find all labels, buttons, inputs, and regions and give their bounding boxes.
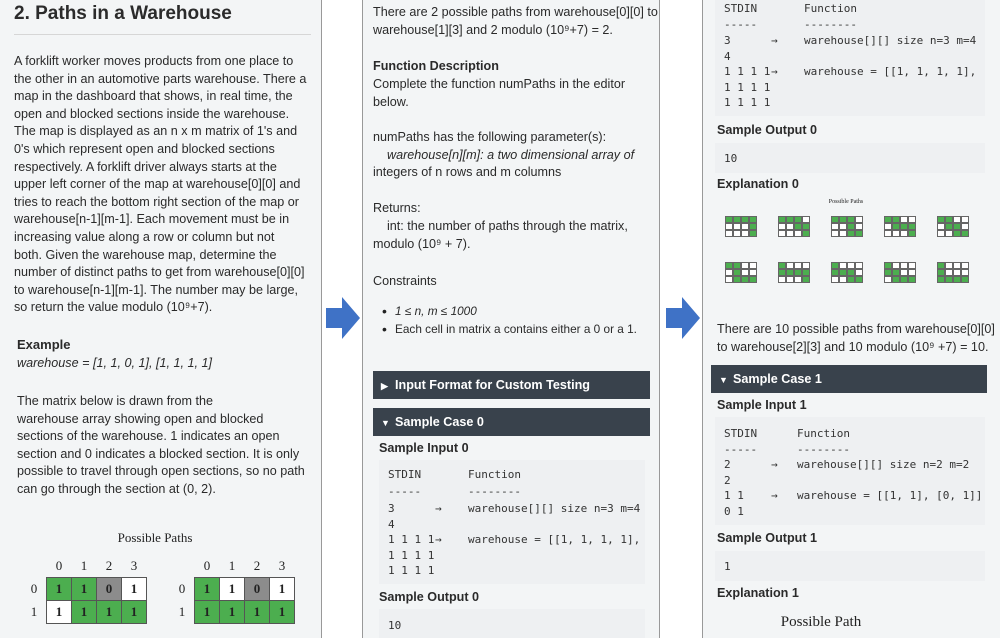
code-stdin: 1 1 1 1 [388, 548, 435, 562]
mini-grid-cell [937, 262, 945, 269]
mini-grid-cell [786, 223, 794, 230]
code-stdin: 3 [724, 34, 731, 47]
mini-grid-cell [908, 276, 916, 283]
code-arrow: → [771, 458, 778, 471]
mini-grid-cell [855, 276, 863, 283]
mini-grid-cell [884, 223, 892, 230]
mini-grid-cell [892, 223, 900, 230]
mini-grid-cell [749, 216, 757, 223]
mini-grid-cell [953, 262, 961, 269]
figure-title-small: Possible Paths [828, 199, 864, 205]
text-line: to warehouse[n-1][m-1]. The number may be large, [14, 282, 298, 297]
mini-grid-cell [847, 269, 855, 276]
mini-grid-cell [725, 216, 733, 223]
mini-grid-cell [847, 276, 855, 283]
mini-path-grid [884, 216, 916, 237]
grid-cell: 1 [220, 601, 245, 624]
mini-grid-cell [794, 269, 802, 276]
grid-row-label: 1 [178, 604, 186, 619]
function-description-heading: Function Description [373, 59, 499, 73]
text-line: sections of the warehouse. 1 indicates an open [17, 429, 280, 444]
stdin-dash: ----- [724, 18, 758, 31]
mini-grid-cell [778, 230, 786, 237]
grid-cell: 1 [97, 601, 122, 624]
code-func: warehouse[][] size n=3 m=4 [804, 34, 977, 47]
mini-grid-cell [749, 230, 757, 237]
mini-grid-cell [725, 223, 733, 230]
mini-grid-cell [741, 230, 749, 237]
mini-grid-cell [855, 216, 863, 223]
mini-grid-cell [733, 223, 741, 230]
mini-grid-cell [945, 262, 953, 269]
mini-grid-cell [794, 223, 802, 230]
sample-output-0-code [715, 143, 985, 173]
sample-case-1-label: Sample Case 1 [733, 372, 822, 386]
mini-grid-cell [908, 230, 916, 237]
grid-col-label: 2 [253, 558, 261, 573]
mini-grid-cell [733, 269, 741, 276]
mini-grid-cell [831, 216, 839, 223]
mini-grid-cell [900, 216, 908, 223]
text-line: respectively. A forklift driver always starts at the [14, 159, 277, 174]
example-value: warehouse = [1, 1, 0, 1], [1, 1, 1, 1] [17, 356, 212, 370]
example-result [373, 4, 658, 39]
mini-grid-cell [741, 223, 749, 230]
text-line: There are 10 possible paths from warehouse[0][0] [717, 322, 995, 336]
mini-grid-cell [794, 262, 802, 269]
code-func: warehouse[][] size n=3 m=4 [468, 502, 641, 515]
mini-grid-cell [892, 216, 900, 223]
code-stdin: 1 1 1 1 [724, 80, 771, 94]
text-line: so return the value modulo (10⁹+7). [14, 300, 213, 315]
code-stdin: 1 1 [724, 489, 744, 502]
mini-grid-cell [778, 216, 786, 223]
mini-grid-cell [953, 223, 961, 230]
grid-cell: 1 [47, 601, 72, 624]
mini-grid-cell [945, 276, 953, 283]
sample-cases-panel [702, 0, 1000, 638]
text-line: upper left corner of the map at warehouse[0][0] and [14, 177, 301, 192]
code-stdin: 2 [724, 473, 731, 487]
mini-grid-cell [900, 230, 908, 237]
figure-title: Possible Paths [117, 530, 193, 545]
mini-grid-cell [831, 230, 839, 237]
bullet-1: • [382, 303, 387, 319]
mini-path-grid [725, 216, 757, 237]
grid-corner [170, 555, 195, 578]
problem-statement-panel [0, 0, 322, 638]
mini-grid-cell [741, 276, 749, 283]
sample-output-0-value: 10 [724, 152, 738, 165]
matrix-explanation [17, 393, 317, 499]
text-line: open and blocked sections inside the warehouse. [14, 106, 290, 121]
text-line: tries to reach the bottom right section of the map or [14, 194, 299, 209]
mini-grid-cell [794, 276, 802, 283]
mini-grid-cell [961, 216, 969, 223]
mini-grid-cell [900, 262, 908, 269]
returns-line-1: int: the number of paths through the matrix, [387, 219, 628, 233]
mini-grid-cell [937, 216, 945, 223]
grid-cell: 1 [245, 601, 270, 624]
mini-grid-cell [961, 230, 969, 237]
text-line: map in the dashboard that shows, in real time, the [14, 89, 293, 104]
mini-grid-cell [733, 216, 741, 223]
mini-grid-cell [847, 230, 855, 237]
mini-grid-cell [953, 216, 961, 223]
mini-grid-cell [945, 223, 953, 230]
mini-grid-cell [831, 262, 839, 269]
text-line: both. Given the warehouse map, determine the [14, 247, 277, 262]
code-arrow: → [435, 502, 442, 515]
path-grid-1 [22, 555, 147, 624]
function-header: Function [804, 2, 857, 15]
mini-grid-cell [961, 276, 969, 283]
code-stdin: 0 1 [724, 504, 744, 518]
grid-col-label: 1 [80, 558, 88, 573]
grid-cell: 1 [72, 578, 97, 601]
grid-cell: 1 [122, 601, 147, 624]
sample-case-0-toggle[interactable] [373, 408, 650, 436]
grid-col-label: 0 [203, 558, 211, 573]
text-line: number of distinct paths to get from warehouse[0][0] [14, 265, 305, 280]
text-line: warehouse[1][3] and 2 modulo (10⁹+7) = 2. [373, 22, 613, 37]
mini-grid-cell [802, 262, 810, 269]
code-stdin: 1 1 1 1 [388, 533, 435, 546]
text-line: the other in an automotive parts warehouse. There a [14, 71, 307, 86]
stdin-header: STDIN [724, 2, 758, 15]
mini-grid-cell [802, 276, 810, 283]
mini-grid-cell [884, 230, 892, 237]
text-line: possible to travel through open sections, so no path [17, 464, 305, 479]
function-dash: -------- [468, 485, 521, 498]
caret-down-icon: ▼ [719, 375, 728, 385]
mini-grid-cell [855, 223, 863, 230]
text-line: 0's which represent open and blocked sections [14, 141, 275, 156]
mini-grid-cell [725, 276, 733, 283]
mini-grid-cell [945, 216, 953, 223]
mini-grid-cell [786, 216, 794, 223]
mini-grid-cell [900, 269, 908, 276]
grid-cell: 1 [270, 578, 295, 601]
text-line: can go through the section at (0, 2). [17, 481, 216, 496]
mini-grid-cell [900, 276, 908, 283]
mini-grid-cell [884, 276, 892, 283]
code-stdin: 3 [388, 502, 395, 515]
sample-input-0-code-continued [715, 0, 985, 116]
caret-right-icon: ▶ [381, 381, 388, 391]
code-stdin: 1 1 1 1 [724, 96, 771, 109]
text-line: A forklift worker moves products from one place to [14, 54, 294, 68]
mini-grid-cell [961, 269, 969, 276]
constraints-heading: Constraints [373, 274, 437, 288]
mini-grid-cell [884, 216, 892, 223]
mini-path-grid [884, 262, 916, 283]
input-format-label: Input Format for Custom Testing [395, 378, 590, 392]
problem-description [14, 53, 319, 317]
grid-col-label: 3 [278, 558, 286, 573]
mini-path-grid [831, 262, 863, 283]
stdin-header: STDIN [724, 427, 758, 440]
grid-cell: 1 [195, 578, 220, 601]
grid-cell: 1 [72, 601, 97, 624]
grid-cell: 1 [270, 601, 295, 624]
parameters-intro: numPaths has the following parameter(s): [373, 130, 607, 144]
mini-grid-cell [892, 269, 900, 276]
mini-grid-cell [908, 269, 916, 276]
text-line: Complete the function numPaths in the editor [373, 77, 626, 91]
path-grid-2 [170, 555, 295, 624]
mini-grid-cell [961, 262, 969, 269]
mini-grid-cell [749, 276, 757, 283]
mini-grid-cell [802, 223, 810, 230]
mini-grid-cell [908, 262, 916, 269]
mini-grid-cell [749, 269, 757, 276]
mini-grid-cell [839, 223, 847, 230]
code-func: warehouse = [[1, 1, 1, 1], [468, 533, 641, 546]
mini-grid-cell [847, 216, 855, 223]
text-line: warehouse[n-1][m-1]. Each movement must be in [14, 212, 290, 227]
grid-row-label: 0 [30, 581, 38, 596]
mini-grid-cell [855, 230, 863, 237]
mini-grid-cell [937, 269, 945, 276]
constraint-1: 1 ≤ n, m ≤ 1000 [395, 304, 477, 318]
mini-grid-cell [839, 269, 847, 276]
function-description-text [373, 76, 658, 111]
code-stdin: 4 [388, 517, 395, 531]
code-arrow: → [771, 34, 778, 47]
mini-grid-cell [937, 276, 945, 283]
mini-grid-cell [786, 269, 794, 276]
mini-grid-cell [741, 216, 749, 223]
mini-grid-cell [847, 223, 855, 230]
text-line: There are 2 possible paths from warehouse[0][0] to [373, 5, 658, 19]
mini-grid-cell [786, 230, 794, 237]
mini-path-grid [937, 216, 969, 237]
grid-cell: 1 [47, 578, 72, 601]
mini-grid-cell [945, 230, 953, 237]
code-func: warehouse[][] size n=2 m=2 [797, 458, 970, 471]
mini-grid-cell [831, 276, 839, 283]
mini-grid-cell [786, 276, 794, 283]
mini-grid-cell [725, 262, 733, 269]
sample-input-0-code [379, 460, 645, 584]
stdin-dash: ----- [388, 485, 422, 498]
function-dash: -------- [804, 18, 857, 31]
code-func: warehouse = [[1, 1], [0, 1]] [797, 489, 983, 502]
constraint-2: Each cell in matrix a contains either a 0 or a 1. [395, 322, 637, 336]
mini-grid-cell [749, 223, 757, 230]
mini-grid-cell [855, 269, 863, 276]
returns-heading: Returns: [373, 201, 421, 215]
input-format-toggle[interactable] [373, 371, 650, 399]
mini-grid-cell [839, 276, 847, 283]
mini-grid-cell [908, 216, 916, 223]
code-stdin: 4 [724, 49, 731, 63]
sample-case-0-label: Sample Case 0 [395, 415, 484, 429]
mini-grid-cell [937, 230, 945, 237]
grid-row-label: 0 [178, 581, 186, 596]
code-arrow: → [771, 489, 778, 502]
text-line: below. [373, 94, 409, 109]
mini-grid-cell [953, 230, 961, 237]
next-arrow-icon [666, 297, 700, 339]
sample-case-1-toggle[interactable] [711, 365, 987, 393]
mini-grid-cell [733, 262, 741, 269]
next-arrow-icon [326, 297, 360, 339]
mini-grid-cell [839, 230, 847, 237]
mini-grid-cell [945, 269, 953, 276]
mini-grid-cell [953, 269, 961, 276]
mini-grid-cell [725, 230, 733, 237]
mini-path-grid [778, 216, 810, 237]
bullet-2: • [382, 321, 387, 337]
mini-grid-cell [741, 269, 749, 276]
grid-col-label: 3 [130, 558, 138, 573]
grid-col-label: 2 [105, 558, 113, 573]
mini-grid-cell [884, 262, 892, 269]
mini-grid-cell [839, 262, 847, 269]
mini-grid-cell [733, 276, 741, 283]
grid-cell: 1 [220, 578, 245, 601]
mini-path-grid [725, 262, 757, 283]
grid-row-label: 1 [30, 604, 38, 619]
problem-title: 2. Paths in a Warehouse [14, 3, 232, 24]
mini-grid-cell [733, 230, 741, 237]
mini-path-grid [831, 216, 863, 237]
explanation-0-heading: Explanation 0 [717, 177, 799, 191]
example-heading: Example [17, 337, 71, 352]
function-header: Function [797, 427, 850, 440]
mini-grid-cell [749, 262, 757, 269]
param-line-1: warehouse[n][m]: a two dimensional array of [387, 148, 635, 162]
stdin-dash: ----- [724, 443, 758, 456]
mini-grid-cell [794, 216, 802, 223]
param-line-2: integers of n rows and m columns [373, 165, 562, 179]
text-line: The map is displayed as an n x m matrix of 1's and [14, 124, 298, 139]
code-stdin: 1 1 1 1 [388, 564, 435, 577]
mini-grid-cell [831, 223, 839, 230]
mini-grid-cell [794, 230, 802, 237]
text-line: to warehouse[2][3] and 10 modulo (10⁹ +7) = 10. [717, 339, 989, 354]
mini-grid-cell [892, 276, 900, 283]
code-stdin: 1 1 1 1 [724, 65, 771, 78]
mini-grid-cell [961, 223, 969, 230]
grid-col-label: 1 [228, 558, 236, 573]
explanation-0-text [717, 321, 997, 356]
sample-output-0-heading: Sample Output 0 [379, 590, 480, 604]
mini-grid-cell [778, 276, 786, 283]
sample-output-0-heading: Sample Output 0 [717, 123, 818, 137]
mini-grid-cell [786, 262, 794, 269]
mini-grid-cell [884, 269, 892, 276]
mini-grid-cell [741, 262, 749, 269]
text-line: increasing value along a row or column but not [14, 229, 275, 244]
mini-grid-cell [855, 262, 863, 269]
grid-cell: 0 [245, 578, 270, 601]
code-stdin: 2 [724, 458, 731, 471]
sample-output-1-heading: Sample Output 1 [717, 531, 818, 545]
function-dash: -------- [797, 443, 850, 456]
stdin-header: STDIN [388, 468, 422, 481]
mini-grid-cell [900, 223, 908, 230]
grid-cell: 0 [97, 578, 122, 601]
text-line: section and 0 indicates a blocked section. It is only [17, 446, 300, 461]
code-arrow: → [435, 533, 442, 546]
sample-output-0-value: 10 [388, 619, 402, 632]
mini-grid-cell [778, 223, 786, 230]
possible-path-label: Possible Path [780, 614, 862, 630]
text-line: warehouse array showing open and blocked [17, 411, 264, 426]
mini-grid-cell [802, 230, 810, 237]
mini-grid-cell [892, 230, 900, 237]
sample-input-1-code [715, 417, 985, 525]
mini-grid-cell [892, 262, 900, 269]
caret-down-icon: ▼ [381, 418, 390, 428]
mini-path-grid [937, 262, 969, 283]
code-arrow: → [771, 65, 778, 78]
grid-corner [22, 555, 47, 578]
function-header: Function [468, 468, 521, 481]
sample-output-1-value: 1 [724, 560, 731, 573]
grid-col-label: 0 [55, 558, 63, 573]
function-description-panel [362, 0, 660, 638]
mini-grid-cell [802, 216, 810, 223]
mini-grid-cell [778, 269, 786, 276]
mini-grid-cell [725, 269, 733, 276]
grid-cell: 1 [195, 601, 220, 624]
title-divider [14, 34, 311, 35]
text-line: The matrix below is drawn from the [17, 394, 213, 408]
code-func: warehouse = [[1, 1, 1, 1], [804, 65, 977, 78]
returns-line-2: modulo (10⁹ + 7). [373, 237, 471, 251]
sample-output-0-code [379, 609, 645, 638]
mini-grid-cell [839, 216, 847, 223]
mini-grid-cell [802, 269, 810, 276]
mini-grid-cell [953, 276, 961, 283]
mini-grid-cell [937, 223, 945, 230]
sample-output-1-code [715, 551, 985, 581]
sample-input-0-heading: Sample Input 0 [379, 441, 469, 455]
mini-grid-cell [847, 262, 855, 269]
explanation-1-heading: Explanation 1 [717, 586, 799, 600]
mini-path-grid [778, 262, 810, 283]
sample-input-1-heading: Sample Input 1 [717, 398, 807, 412]
mini-grid-cell [778, 262, 786, 269]
mini-grid-cell [908, 223, 916, 230]
mini-grid-cell [831, 269, 839, 276]
grid-cell: 1 [122, 578, 147, 601]
